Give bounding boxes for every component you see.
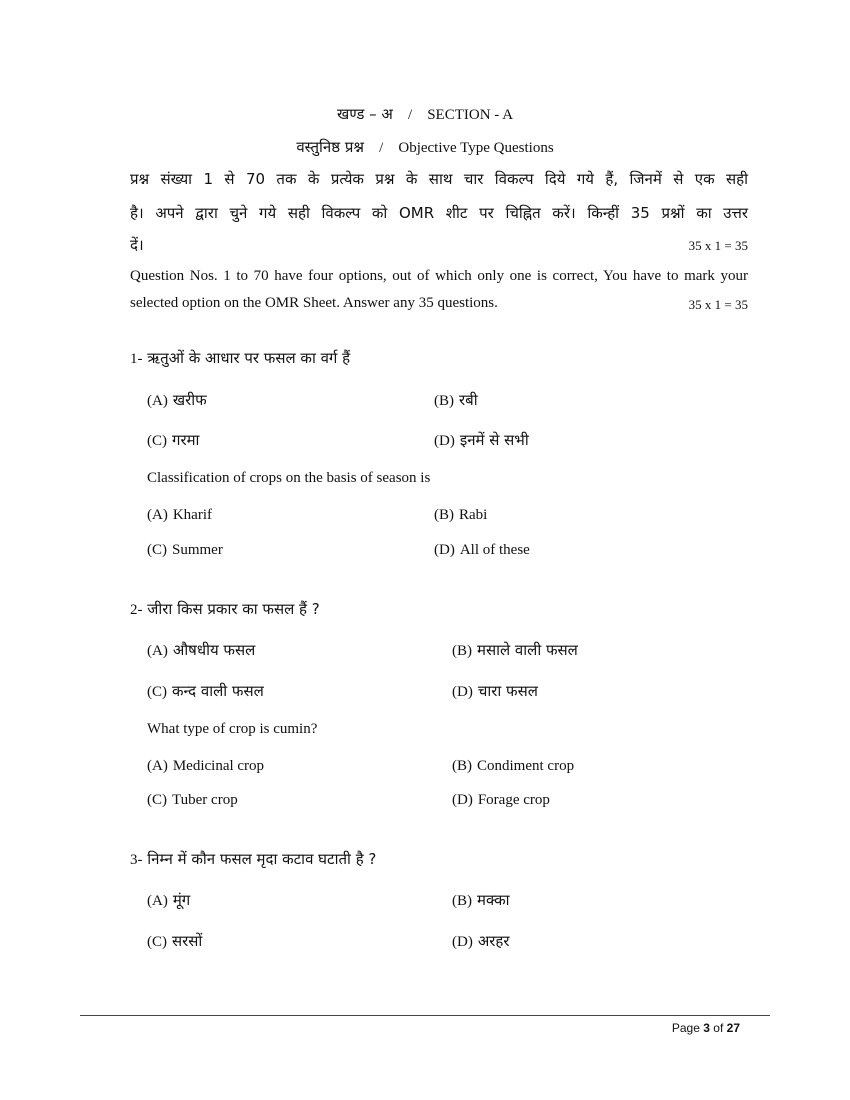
instruction-hindi-line-1: प्रश्न संख्या 1 से 70 तक के प्रत्येक प्रश्न के साथ चार विकल्प दिये गये हैं, जिनमें से एक सही: [130, 170, 748, 188]
q2-option-c-hindi: (C) कन्द वाली फसल: [147, 682, 264, 700]
q3-option-d-hindi: (D) अरहर: [452, 932, 510, 950]
q3-option-c-hindi: (C) सरसों: [147, 932, 203, 950]
q3-option-a-hindi: (A) मूंग: [147, 891, 191, 909]
subtitle-english: Objective Type Questions: [398, 140, 554, 156]
subtitle-slash: /: [379, 140, 384, 156]
q1-option-c-english: (C) Summer: [147, 542, 223, 558]
question-3-text-hindi: निम्न में कौन फसल मृदा कटाव घटाती है ?: [147, 850, 377, 868]
instruction-hindi-line-3: दें।: [130, 236, 144, 254]
question-1-number: 1-: [130, 351, 143, 367]
q3-option-b-hindi: (B) मक्का: [452, 891, 510, 909]
question-2-text-hindi: जीरा किस प्रकार का फसल हैं ?: [147, 600, 320, 618]
q2-option-c-english: (C) Tuber crop: [147, 792, 238, 808]
page-word: Page: [671, 1021, 700, 1035]
q1-option-b-hindi: (B) रबी: [434, 391, 478, 409]
question-1-hindi: [130, 348, 350, 368]
q1-option-a-english: (A) Kharif: [147, 507, 212, 523]
instruction-english-line-2: selected option on the OMR Sheet. Answer any 35 questions.: [130, 295, 498, 311]
q2-option-b-english: (B) Condiment crop: [452, 758, 575, 774]
q2-option-d-hindi: (D) चारा फसल: [452, 682, 538, 700]
heading-slash: /: [407, 107, 413, 123]
q2-option-a-hindi: (A) औषधीय फसल: [147, 641, 256, 659]
footer-divider: [80, 1015, 770, 1016]
section-title-english: SECTION - A: [427, 107, 514, 123]
question-2-text-english: What type of crop is cumin?: [147, 721, 318, 737]
question-3-number: 3-: [130, 852, 143, 868]
q1-option-d-english: (D) All of these: [434, 542, 530, 558]
section-heading: [0, 104, 850, 124]
of-word: of: [713, 1021, 724, 1035]
total-pages: 27: [726, 1021, 740, 1035]
subtitle-hindi: वस्तुनिष्ठ प्रश्न: [296, 138, 364, 156]
q2-option-d-english: (D) Forage crop: [452, 792, 550, 808]
instruction-hindi-line-2: है। अपने द्वारा चुने गये सही विकल्प को OMR शीट पर चिह्नित करें। किन्हीं 35 प्रश्नों का उत्तर: [130, 204, 748, 222]
page-number: [672, 1021, 740, 1035]
marks-hindi: 35 x 1 = 35: [688, 238, 748, 253]
q1-option-d-hindi: (D) इनमें से सभी: [434, 431, 529, 449]
q2-option-b-hindi: (B) मसाले वाली फसल: [452, 641, 578, 659]
q1-option-b-english: (B) Rabi: [434, 507, 488, 523]
current-page: 3: [703, 1021, 710, 1035]
instruction-english-line-1: Question Nos. 1 to 70 have four options, out of which only one is correct, You have to mark your: [130, 268, 748, 284]
question-1-text-english: Classification of crops on the basis of season is: [147, 470, 431, 486]
question-2-hindi: [130, 599, 320, 619]
q1-option-a-hindi: (A) खरीफ: [147, 391, 207, 409]
marks-english: 35 x 1 = 35: [688, 297, 748, 312]
question-1-text-hindi: ऋतुओं के आधार पर फसल का वर्ग हैं: [147, 349, 351, 367]
section-subtitle: [0, 137, 850, 157]
q1-option-c-hindi: (C) गरमा: [147, 431, 200, 449]
question-3-hindi: [130, 849, 376, 869]
section-title-hindi: खण्ड – अ: [336, 105, 393, 123]
question-2-number: 2-: [130, 602, 143, 618]
q2-option-a-english: (A) Medicinal crop: [147, 758, 265, 774]
